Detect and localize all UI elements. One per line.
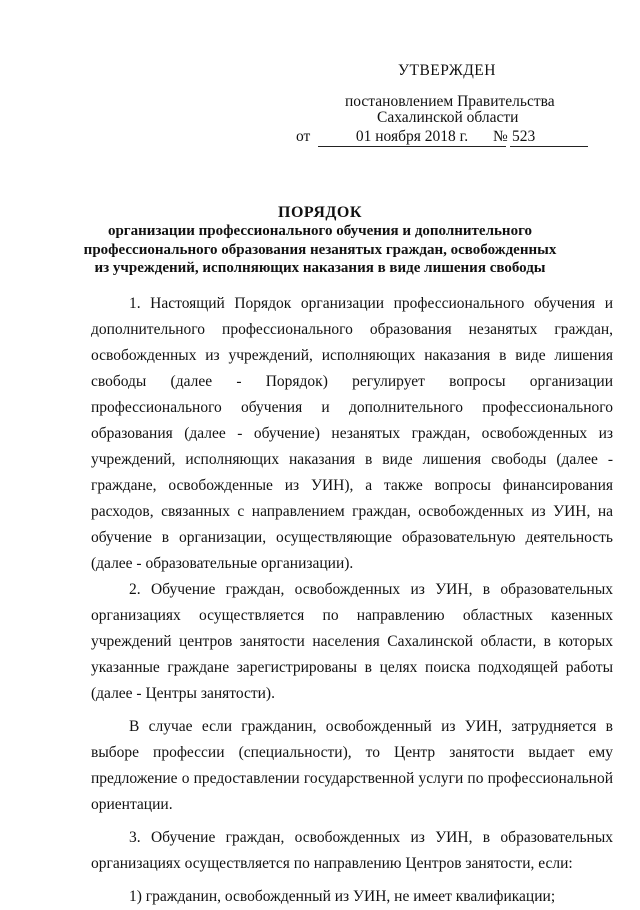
approval-number-field — [510, 128, 588, 147]
subtitle-line: организации профессионального обучения и дополнительного — [107, 223, 533, 239]
document-body — [91, 291, 613, 910]
approval-line-2: Сахалинской области — [377, 109, 519, 126]
document-subtitle — [60, 222, 580, 278]
approved-title: УТВЕРЖДЕН — [398, 62, 496, 79]
approval-line-1: постановлением Правительства — [345, 93, 555, 110]
paragraph-1: 1. Настоящий Порядок организации профессионального обучения и дополнительного профессионального образования незанятых граждан, освобожденных из учреждений, исполняющих наказания в виде лишения свободы (далее - Порядок) регулирует вопросы организации профессионального обучения и дополнительного профессионального образования (далее - обучение) незанятых граждан, освобожденных из учреждений, исполняющих наказания в виде лишения свободы (далее - граждане, освобожденные из УИН), а также вопросы финансирования расходов, связанных с направлением граждан, освобожденных из УИН, на обучение в организации, осуществляющие образовательную деятельность (далее - образовательные организации). — [91, 295, 613, 572]
paragraph-5: 1) гражданин, освобожденный из УИН, не имеет квалификации; — [129, 888, 556, 905]
number-label: № — [493, 128, 508, 145]
subtitle-line: из учреждений, исполняющих наказания в виде лишения свободы — [94, 260, 546, 276]
document-title: ПОРЯДОК — [278, 204, 362, 221]
paragraph-2: 2. Обучение граждан, освобожденных из УИН, в образовательных организациях осуществляется по направлению областных казенных учреждений центров занятости населения Сахалинской области, в которых указанные граждане зарегистрированы в целях поиска подходящей работы (далее - Центры занятости). — [91, 581, 613, 702]
approval-date: 01 ноября 2018 г. — [318, 128, 506, 147]
paragraph-4: 3. Обучение граждан, освобожденных из УИН, в образовательных организациях осуществляется по направлению Центров занятости, если: — [91, 829, 613, 872]
from-label: от — [296, 128, 311, 145]
subtitle-line: профессионального образования незанятых граждан, освобожденных — [83, 241, 557, 258]
approval-date-row — [290, 128, 600, 148]
approval-number: 523 — [512, 128, 536, 145]
paragraph-3: В случае если гражданин, освобожденный из УИН, затрудняется в выборе профессии (специальности), то Центр занятости выдает ему предложение о предоставлении государственной услуги по профессиональной ориентации. — [91, 718, 613, 813]
